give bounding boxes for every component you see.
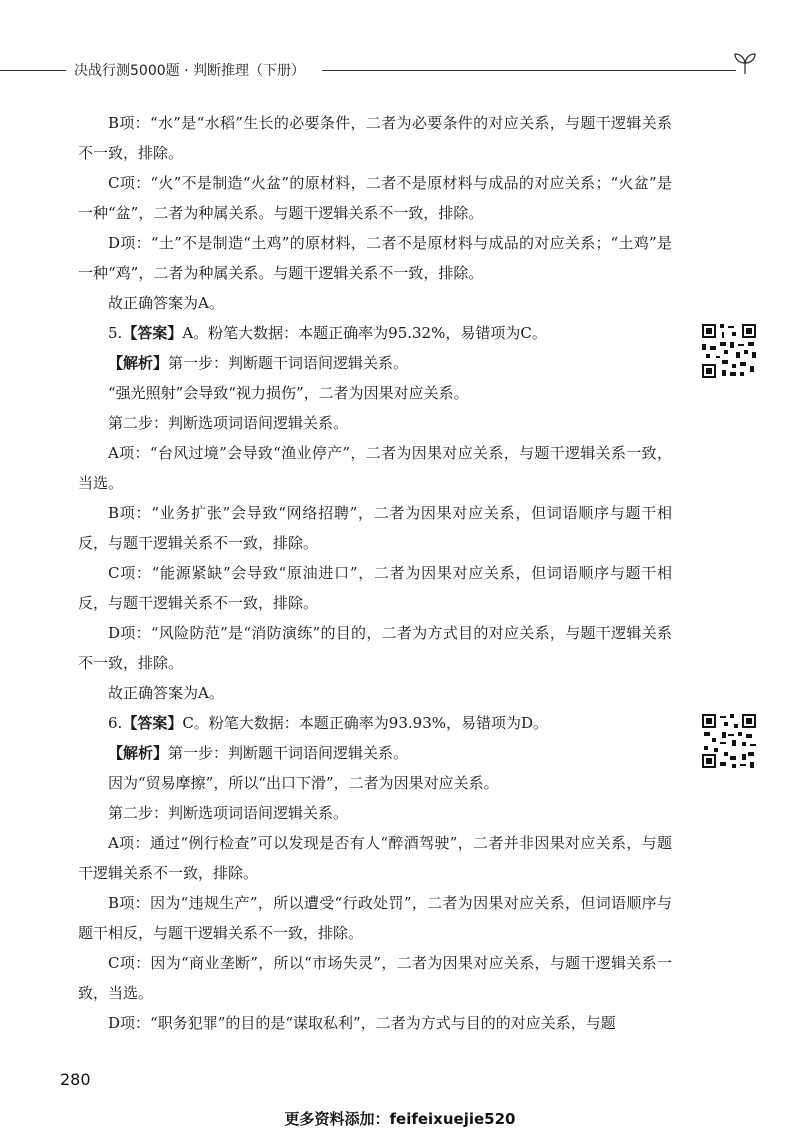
question-5-stem: “强光照射”会导致“视力损伤”，二者为因果对应关系。: [108, 384, 469, 402]
question-5-conclusion: 故正确答案为A。: [108, 684, 224, 702]
question-5-option-a: A项：“台风过境”会导致“渔业停产”，二者为因果对应关系，与题干逻辑关系一致，当选。: [78, 444, 672, 492]
header-rule-left: [0, 70, 66, 71]
paragraph-option-b: B项：“水”是“水稻”生长的必要条件，二者为必要条件的对应关系，与题干逻辑关系不一致，排除。: [78, 114, 672, 162]
question-5-option-d: D项：“风险防范”是“消防演练”的目的，二者为方式目的对应关系，与题干逻辑关系不一致，排除。: [78, 624, 672, 672]
paragraph-option-d: D项：“土”不是制造“土鸡”的原材料，二者不是原材料与成品的对应关系；“土鸡”是一种“鸡”，二者为种属关系。与题干逻辑关系不一致，排除。: [78, 234, 672, 282]
analysis-label: 【解析】: [108, 744, 169, 762]
book-title: 决战行测5000题 · 判断推理（下册）: [74, 63, 305, 79]
answer-text: A。粉笔大数据：本题正确率为95.32%，易错项为C。: [182, 324, 547, 342]
footer-note: 更多资料添加：feifeixuejie520: [284, 1110, 516, 1128]
question-number: 5.: [108, 324, 123, 342]
question-number: 6.: [108, 714, 123, 732]
page-number: 280: [60, 1070, 91, 1089]
qr-code-icon[interactable]: [700, 322, 758, 380]
page-content: [78, 108, 672, 1038]
header-rule-right: [322, 70, 736, 71]
answer-text: C。粉笔大数据：本题正确率为93.93%，易错项为D。: [182, 714, 549, 732]
running-header: [0, 56, 760, 84]
question-5-analysis: [78, 348, 672, 378]
answer-label: 【答案】: [122, 714, 183, 732]
paragraph-conclusion: 故正确答案为A。: [108, 294, 224, 312]
qr-code-icon[interactable]: [700, 712, 758, 770]
answer-label: 【答案】: [122, 324, 183, 342]
question-6-stem: 因为“贸易摩擦”，所以“出口下滑”，二者为因果对应关系。: [108, 774, 499, 792]
question-6-option-a: A项：通过“例行检查”可以发现是否有人“醉酒驾驶”，二者并非因果对应关系，与题干逻辑关系不一致，排除。: [78, 834, 672, 882]
question-6-option-c: C项：因为“商业垄断”，所以“市场失灵”，二者为因果对应关系，与题干逻辑关系一致，当选。: [78, 954, 672, 1002]
question-5-step2: 第二步：判断选项词语间逻辑关系。: [108, 414, 349, 432]
question-6-step2: 第二步：判断选项词语间逻辑关系。: [108, 804, 349, 822]
question-6-answer: [78, 708, 672, 738]
analysis-text: 第一步：判断题干词语间逻辑关系。: [168, 744, 409, 762]
sprout-icon: [732, 50, 758, 76]
question-5-option-c: C项：“能源紧缺”会导致“原油进口”，二者为因果对应关系，但词语顺序与题干相反，与题干逻辑关系不一致，排除。: [78, 564, 672, 612]
paragraph-option-c: C项：“火”不是制造“火盆”的原材料，二者不是原材料与成品的对应关系；“火盆”是一种“盆”，二者为种属关系。与题干逻辑关系不一致，排除。: [78, 174, 672, 222]
question-6-analysis: [78, 738, 672, 768]
question-6-option-b: B项：因为“违规生产”，所以遭受“行政处罚”，二者为因果对应关系，但词语顺序与题干相反，与题干逻辑关系不一致，排除。: [78, 894, 672, 942]
question-5-answer: [78, 318, 672, 348]
analysis-text: 第一步：判断题干词语间逻辑关系。: [168, 354, 409, 372]
question-5-option-b: B项：“业务扩张”会导致“网络招聘”，二者为因果对应关系，但词语顺序与题干相反，与题干逻辑关系不一致，排除。: [78, 504, 672, 552]
question-6-option-d: D项：“职务犯罪”的目的是“谋取私利”，二者为方式与目的的对应关系，与题: [108, 1014, 616, 1032]
analysis-label: 【解析】: [108, 354, 169, 372]
